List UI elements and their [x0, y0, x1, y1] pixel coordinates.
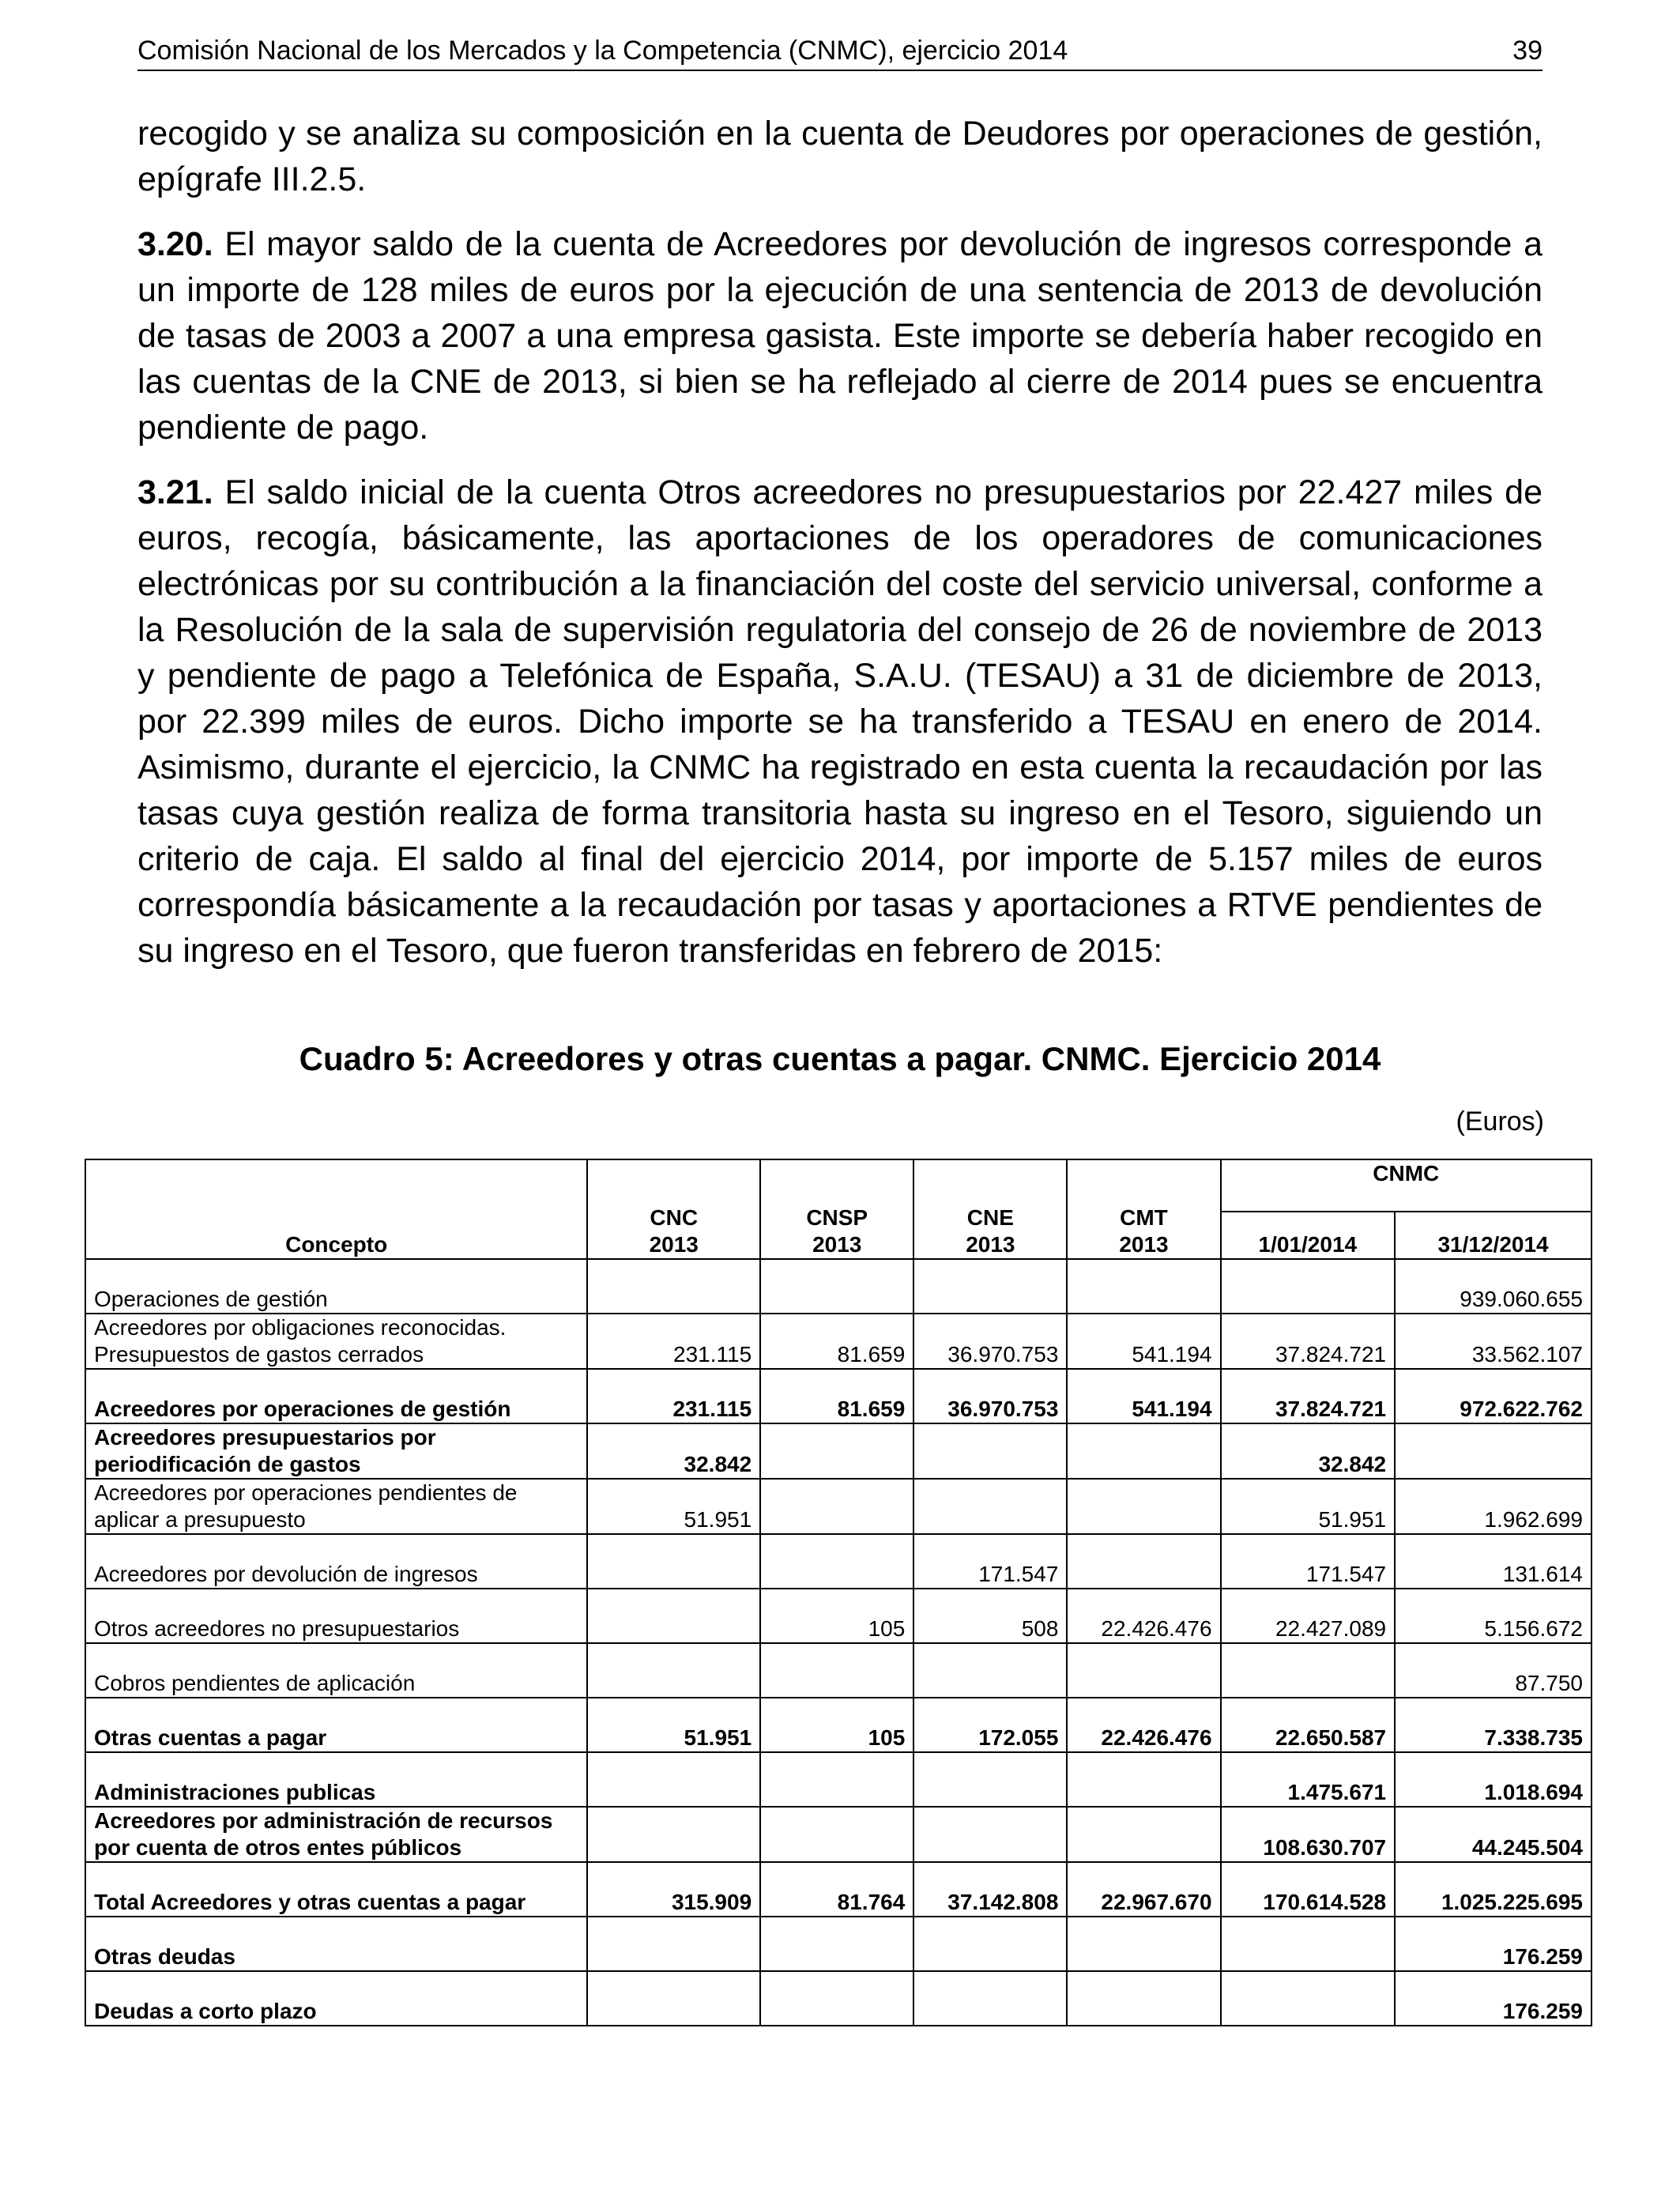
table-cell: 36.970.753	[913, 1314, 1067, 1369]
table-cell	[587, 1807, 760, 1862]
col-header-cnsp: CNSP 2013	[760, 1159, 913, 1259]
paragraph	[137, 469, 1543, 974]
table-cell: 37.824.721	[1221, 1314, 1396, 1369]
table-cell	[760, 1752, 913, 1807]
table-cell	[913, 1807, 1067, 1862]
table-cell: 1.025.225.695	[1395, 1862, 1591, 1917]
body-text	[137, 111, 1543, 993]
table-cell	[1221, 1971, 1396, 2026]
paragraph	[137, 221, 1543, 450]
table-cell	[913, 1752, 1067, 1807]
table-cell	[587, 1752, 760, 1807]
row-label: Operaciones de gestión	[85, 1259, 587, 1314]
table-row	[85, 1423, 1591, 1479]
table-cell: 51.951	[1221, 1479, 1396, 1534]
col-header-date-end: 31/12/2014	[1395, 1212, 1591, 1259]
table-cell: 170.614.528	[1221, 1862, 1396, 1917]
table-cell	[587, 1917, 760, 1971]
table-cell: 37.142.808	[913, 1862, 1067, 1917]
table-row	[85, 1917, 1591, 1971]
table-cell: 87.750	[1395, 1643, 1591, 1698]
table-cell: 1.962.699	[1395, 1479, 1591, 1534]
table-row	[85, 1589, 1591, 1643]
table-cell	[1067, 1643, 1220, 1698]
table-cell: 171.547	[1221, 1534, 1396, 1589]
row-label: Administraciones publicas	[85, 1752, 587, 1807]
table-cell: 7.338.735	[1395, 1698, 1591, 1752]
row-label: Acreedores por devolución de ingresos	[85, 1534, 587, 1589]
table-cell: 36.970.753	[913, 1369, 1067, 1423]
table-cell: 972.622.762	[1395, 1369, 1591, 1423]
table-units: (Euros)	[1456, 1106, 1544, 1137]
table-cell	[587, 1589, 760, 1643]
table-row	[85, 1971, 1591, 2026]
col-header-cnc: CNC 2013	[587, 1159, 760, 1259]
table-cell: 105	[760, 1589, 913, 1643]
table-row	[85, 1752, 1591, 1807]
col-header-date-start: 1/01/2014	[1221, 1212, 1396, 1259]
creditors-table	[85, 1159, 1592, 2026]
table-cell: 22.426.476	[1067, 1698, 1220, 1752]
paragraph-text: recogido y se analiza su composición en la cuenta de Deudores por operaciones de gestión, epígrafe III.2.5.	[137, 115, 1543, 198]
table-cell: 22.427.089	[1221, 1589, 1396, 1643]
table-cell	[587, 1643, 760, 1698]
row-label: Acreedores por operaciones pendientes de aplicar a presupuesto	[85, 1479, 587, 1534]
col-header-concepto: Concepto	[85, 1159, 587, 1259]
paragraph-text: El saldo inicial de la cuenta Otros acreedores no presupuestarios por 22.427 miles de euros, recogía, básicamente, las aportaciones de los operadores de comunicaciones electrónicas por su contribución a la financiación del coste del servicio universal, conforme a la Resolución de la sala de supervisión regulatoria del consejo de 26 de noviembre de 2013 y pendiente de pago a Telefónica de España, S.A.U. (TESAU) a 31 de diciembre de 2013, por 22.399 miles de euros. Dicho importe se ha transferido a TESAU en enero de 2014. Asimismo, durante el ejercicio, la CNMC ha registrado en esta cuenta la recaudación por las tasas cuya gestión realiza de forma transitoria hasta su ingreso en el Tesoro, siguiendo un criterio de caja. El saldo al final del ejercicio 2014, por importe de 5.157 miles de euros correspondía básicamente a la recaudación por tasas y aportaciones a RTVE pendientes de su ingreso en el Tesoro, que fueron transferidas en febrero de 2015:	[137, 473, 1543, 970]
table-row	[85, 1862, 1591, 1917]
table-cell: 81.659	[760, 1314, 913, 1369]
table-cell: 1.018.694	[1395, 1752, 1591, 1807]
row-label: Acreedores por operaciones de gestión	[85, 1369, 587, 1423]
table-cell	[1221, 1259, 1396, 1314]
table-cell	[587, 1534, 760, 1589]
table-cell	[760, 1259, 913, 1314]
table-cell: 231.115	[587, 1369, 760, 1423]
table-cell: 51.951	[587, 1698, 760, 1752]
table-cell: 172.055	[913, 1698, 1067, 1752]
table-cell	[760, 1971, 913, 2026]
table-cell: 37.824.721	[1221, 1369, 1396, 1423]
table-cell: 171.547	[913, 1534, 1067, 1589]
table-cell: 33.562.107	[1395, 1314, 1591, 1369]
table-cell: 22.650.587	[1221, 1698, 1396, 1752]
table-title: Cuadro 5: Acreedores y otras cuentas a pagar. CNMC. Ejercicio 2014	[299, 1040, 1381, 1077]
table-cell: 541.194	[1067, 1314, 1220, 1369]
table-cell	[760, 1534, 913, 1589]
table-cell	[760, 1423, 913, 1479]
table-cell	[1067, 1259, 1220, 1314]
table-row	[85, 1807, 1591, 1862]
table-row	[85, 1698, 1591, 1752]
paragraph-number: 3.20.	[137, 225, 213, 263]
table-cell	[1067, 1917, 1220, 1971]
table-cell	[913, 1917, 1067, 1971]
row-label: Acreedores por administración de recursos por cuenta de otros entes públicos	[85, 1807, 587, 1862]
table-cell	[1067, 1423, 1220, 1479]
table-cell	[1395, 1423, 1591, 1479]
table-cell	[913, 1643, 1067, 1698]
row-label: Cobros pendientes de aplicación	[85, 1643, 587, 1698]
table-row	[85, 1534, 1591, 1589]
table-cell: 32.842	[1221, 1423, 1396, 1479]
table-cell: 231.115	[587, 1314, 760, 1369]
table-cell: 176.259	[1395, 1971, 1591, 2026]
table-cell: 51.951	[587, 1479, 760, 1534]
row-label: Otras cuentas a pagar	[85, 1698, 587, 1752]
col-header-cne: CNE 2013	[913, 1159, 1067, 1259]
table-cell	[913, 1259, 1067, 1314]
row-label: Acreedores por obligaciones reconocidas. Presupuestos de gastos cerrados	[85, 1314, 587, 1369]
table-cell	[760, 1643, 913, 1698]
table-row	[85, 1259, 1591, 1314]
row-label: Total Acreedores y otras cuentas a pagar	[85, 1862, 587, 1917]
table-cell	[1221, 1917, 1396, 1971]
table-cell	[1067, 1752, 1220, 1807]
col-group-cnmc: CNMC	[1221, 1159, 1591, 1212]
page-header	[137, 32, 1543, 71]
table-cell: 81.764	[760, 1862, 913, 1917]
table-cell	[913, 1423, 1067, 1479]
table-cell: 5.156.672	[1395, 1589, 1591, 1643]
row-label: Otros acreedores no presupuestarios	[85, 1589, 587, 1643]
table-cell	[1067, 1534, 1220, 1589]
table-cell: 105	[760, 1698, 913, 1752]
table-cell	[587, 1259, 760, 1314]
table-cell: 131.614	[1395, 1534, 1591, 1589]
row-label: Deudas a corto plazo	[85, 1971, 587, 2026]
table-cell	[913, 1479, 1067, 1534]
table-cell: 315.909	[587, 1862, 760, 1917]
table-cell	[1067, 1807, 1220, 1862]
table-cell: 22.967.670	[1067, 1862, 1220, 1917]
table-cell: 22.426.476	[1067, 1589, 1220, 1643]
header-title: Comisión Nacional de los Mercados y la Competencia (CNMC), ejercicio 2014	[137, 36, 1068, 66]
table-row	[85, 1369, 1591, 1423]
col-header-cmt: CMT 2013	[1067, 1159, 1220, 1259]
table-row	[85, 1314, 1591, 1369]
paragraph-number: 3.21.	[137, 473, 213, 511]
table-cell: 81.659	[760, 1369, 913, 1423]
table-cell: 939.060.655	[1395, 1259, 1591, 1314]
table-cell: 508	[913, 1589, 1067, 1643]
table-cell	[913, 1971, 1067, 2026]
row-label: Otras deudas	[85, 1917, 587, 1971]
table-cell	[1067, 1479, 1220, 1534]
table-cell: 44.245.504	[1395, 1807, 1591, 1862]
paragraph-text: El mayor saldo de la cuenta de Acreedores por devolución de ingresos corresponde a un importe de 128 miles de euros por la ejecución de una sentencia de 2013 de devolución de tasas de 2003 a 2007 a una empresa gasista. Este importe se debería haber recogido en las cuentas de la CNE de 2013, si bien se ha reflejado al cierre de 2014 pues se encuentra pendiente de pago.	[137, 225, 1543, 447]
table-cell: 176.259	[1395, 1917, 1591, 1971]
table-cell: 32.842	[587, 1423, 760, 1479]
page-number: 39	[1512, 36, 1543, 66]
paragraph	[137, 111, 1543, 202]
table-row	[85, 1479, 1591, 1534]
table-cell	[1221, 1643, 1396, 1698]
row-label: Acreedores presupuestarios por periodificación de gastos	[85, 1423, 587, 1479]
table-cell: 108.630.707	[1221, 1807, 1396, 1862]
table-cell	[587, 1971, 760, 2026]
table-cell	[760, 1917, 913, 1971]
table-cell: 1.475.671	[1221, 1752, 1396, 1807]
table-cell	[760, 1807, 913, 1862]
table-cell: 541.194	[1067, 1369, 1220, 1423]
table-cell	[760, 1479, 913, 1534]
table-row	[85, 1643, 1591, 1698]
table-cell	[1067, 1971, 1220, 2026]
